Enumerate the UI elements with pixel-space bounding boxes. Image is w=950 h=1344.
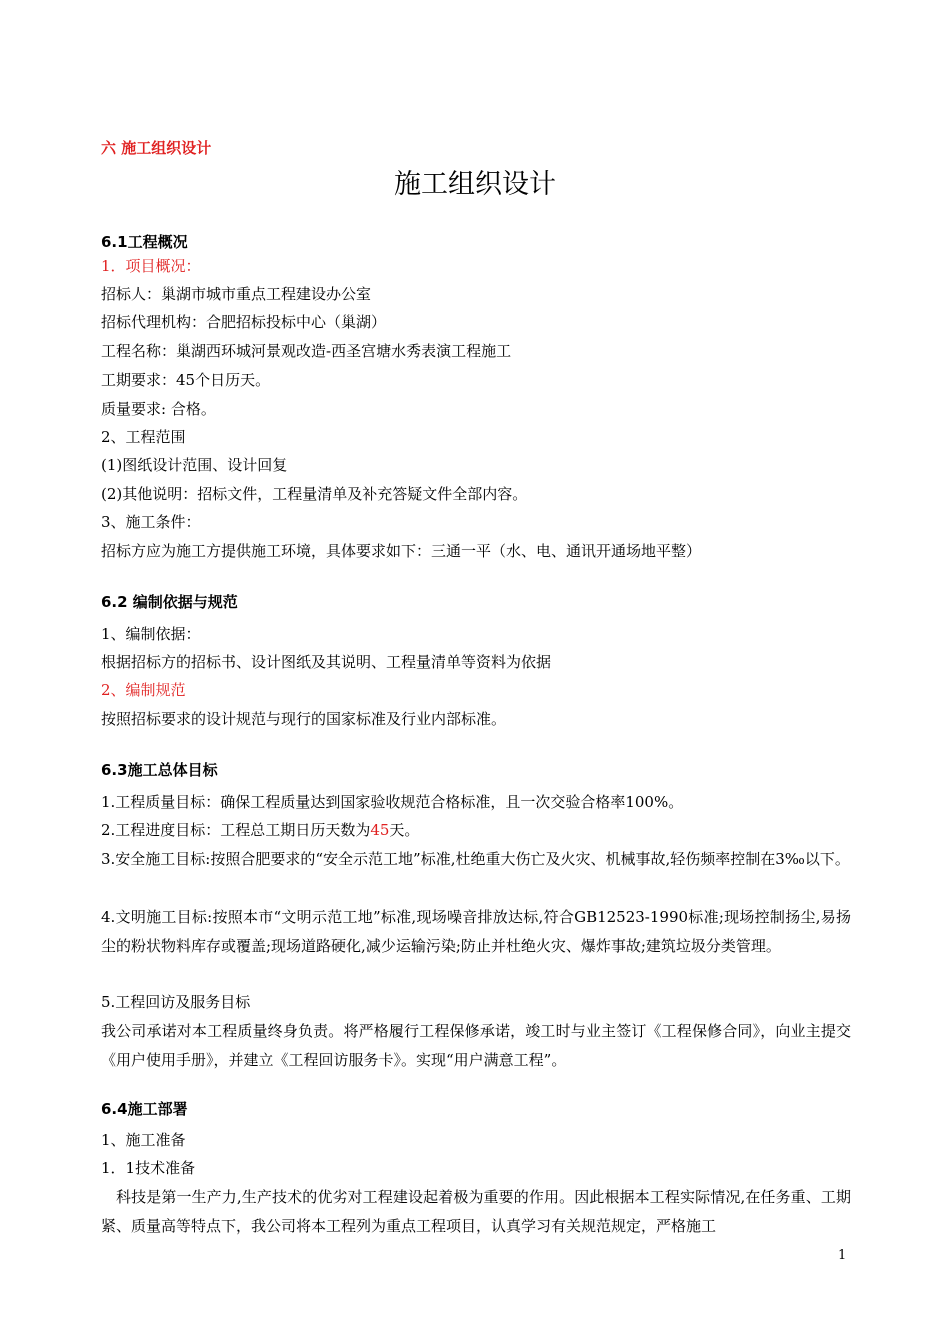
paragraph-technical-prep: 科技是第一生产力,生产技术的优劣对工程建设起着极为重要的作用。因此根据本工程实际情况,在任务重、工期紧、质量高等特点下，我公司将本工程列为重点工程项目，认真学习有关规范规定，严格施工 bbox=[101, 1188, 851, 1235]
goal-service-text: 我公司承诺对本工程质量终身负责。将严格履行工程保修承诺，竣工时与业主签订《工程保修合同》，向业主提交《用户使用手册》，并建立《工程回访服务卡》。实现“用户满意工程”。 bbox=[101, 1022, 851, 1069]
heading-6-3: 6.3施工总体目标 bbox=[101, 761, 218, 779]
page-number: 1 bbox=[838, 1248, 847, 1263]
line-specs: 按照招标要求的设计规范与现行的国家标准及行业内部标准。 bbox=[101, 710, 507, 728]
subheading-project-overview: 1．项目概况： bbox=[101, 257, 201, 275]
line-duration: 工期要求：45个日历天。 bbox=[101, 371, 271, 389]
goal-service-heading: 5.工程回访及服务目标 bbox=[101, 993, 251, 1011]
document-title: 施工组织设计 bbox=[394, 169, 556, 200]
line-basis: 根据招标方的招标书、设计图纸及其说明、工程量清单等资料为依据 bbox=[101, 653, 552, 671]
line-scope-1: (1)图纸设计范围、设计回复 bbox=[101, 456, 288, 474]
goal-schedule-suffix: 天。 bbox=[389, 821, 420, 839]
heading-6-1: 6.1工程概况 bbox=[101, 233, 188, 251]
section-label: 六 施工组织设计 bbox=[101, 139, 212, 157]
line-agency: 招标代理机构：合肥招标投标中心（巢湖） bbox=[101, 313, 387, 331]
goal-schedule-days: 45 bbox=[370, 821, 390, 839]
line-scope-2: (2)其他说明：招标文件，工程量清单及补充答疑文件全部内容。 bbox=[101, 485, 528, 503]
subheading-technical-prep: 1．1技术准备 bbox=[101, 1159, 196, 1177]
heading-6-4: 6.4施工部署 bbox=[101, 1100, 188, 1118]
line-quality: 质量要求: 合格。 bbox=[101, 400, 216, 418]
line-tenderer: 招标人：巢湖市城市重点工程建设办公室 bbox=[101, 285, 372, 303]
subheading-preparation: 1、施工准备 bbox=[101, 1131, 186, 1149]
goal-schedule-text: 2.工程进度目标：工程总工期日历天数为 bbox=[101, 821, 371, 839]
goal-safety: 3.安全施工目标:按照合肥要求的“安全示范工地”标准,杜绝重大伤亡及火灾、机械事故,轻伤频率控制在3‰以下。 bbox=[101, 850, 850, 868]
goal-civilized: 4.文明施工目标:按照本市“文明示范工地”标准,现场噪音排放达标,符合GB12523-1990标准;现场控制扬尘,易扬尘的粉状物料库存或覆盖;现场道路硬化,减少运输污染;防止并杜绝火灾、爆炸事故;建筑垃圾分类管理。 bbox=[101, 908, 851, 955]
subheading-specs: 2、编制规范 bbox=[101, 681, 186, 699]
heading-6-2: 6.2 编制依据与规范 bbox=[101, 593, 238, 611]
subheading-scope: 2、工程范围 bbox=[101, 428, 186, 446]
subheading-conditions: 3、施工条件： bbox=[101, 513, 201, 531]
goal-quality: 1.工程质量目标：确保工程质量达到国家验收规范合格标准，且一次交验合格率100%。 bbox=[101, 793, 684, 811]
line-project-name: 工程名称：巢湖西环城河景观改造-西圣宫塘水秀表演工程施工 bbox=[101, 342, 512, 360]
subheading-basis: 1、编制依据： bbox=[101, 625, 201, 643]
line-conditions: 招标方应为施工方提供施工环境，具体要求如下：三通一平（水、电、通讯开通场地平整） bbox=[101, 542, 702, 560]
goal-schedule bbox=[101, 816, 419, 844]
